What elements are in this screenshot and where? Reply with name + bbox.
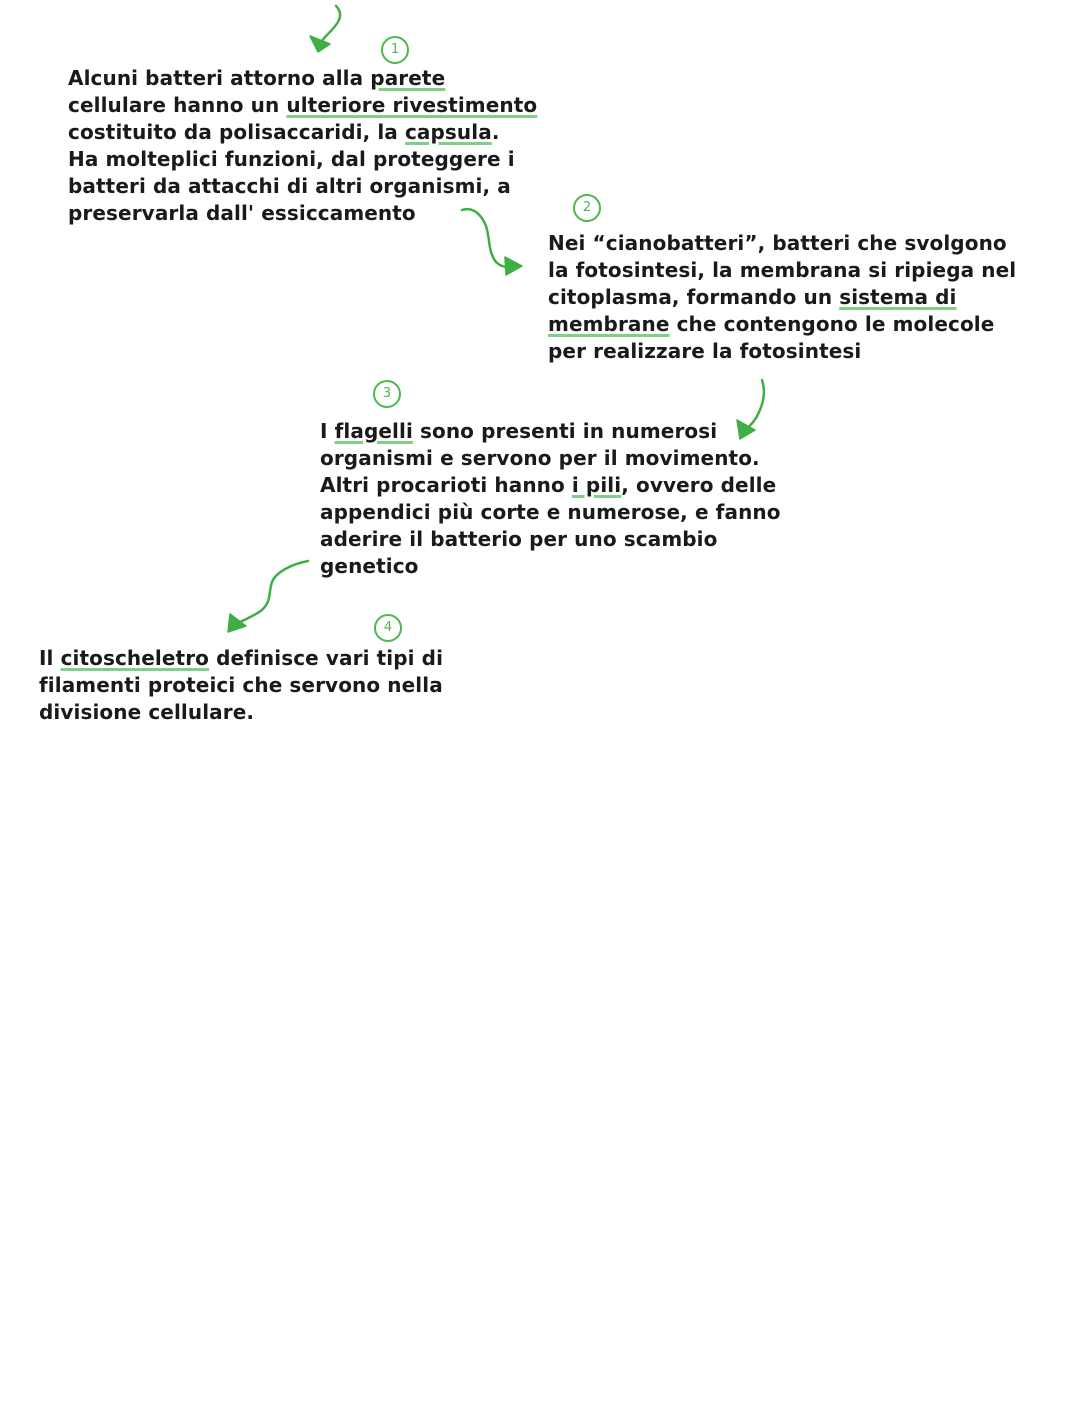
- text-segment: definisce vari tipi di: [209, 646, 444, 670]
- text-segment: per realizzare la fotosintesi: [548, 339, 862, 363]
- highlighted-term: parete: [370, 66, 446, 90]
- text-segment: sono presenti in numerosi: [412, 419, 718, 443]
- arrow-icon-top: [310, 6, 340, 52]
- note-1-capsula: [68, 65, 537, 227]
- text-segment: aderire il batterio per uno scambio: [320, 527, 718, 551]
- note-line: [39, 699, 443, 726]
- note-line: [320, 499, 781, 526]
- note-line: [320, 445, 781, 472]
- note-line: [320, 418, 781, 445]
- note-line: [548, 257, 1016, 284]
- text-segment: Nei “cianobatteri”, batteri che svolgono: [548, 231, 1007, 255]
- text-segment: appendici più corte e numerose, e fanno: [320, 500, 781, 524]
- number-badge-4: 4: [374, 614, 402, 642]
- note-line: [68, 146, 537, 173]
- text-segment: .: [491, 120, 500, 144]
- text-segment: citoplasma, formando un: [548, 285, 840, 309]
- note-line: [68, 119, 537, 146]
- text-segment: Il: [39, 646, 61, 670]
- text-segment: Ha molteplici funzioni, dal proteggere i: [68, 147, 515, 171]
- text-segment: divisione cellulare.: [39, 700, 255, 724]
- note-line: [548, 230, 1016, 257]
- highlighted-term: membrane: [548, 312, 670, 336]
- note-line: [548, 338, 1016, 365]
- note-line: [68, 200, 537, 227]
- note-line: [548, 284, 1016, 311]
- text-segment: , ovvero delle: [621, 473, 777, 497]
- note-line: [320, 472, 781, 499]
- arrow-icon-3-to-4: [228, 561, 308, 632]
- note-4-citoscheletro: [39, 645, 443, 726]
- number-badge-3: 3: [373, 380, 401, 408]
- highlighted-term: citoscheletro: [60, 646, 210, 670]
- highlighted-term: sistema di: [839, 285, 957, 309]
- text-segment: genetico: [320, 554, 419, 578]
- text-segment: I: [320, 419, 335, 443]
- note-line: [68, 92, 537, 119]
- number-badge-2: 2: [573, 194, 601, 222]
- note-2-cianobatteri: [548, 230, 1016, 365]
- highlighted-term: capsula: [404, 120, 492, 144]
- highlighted-term: ulteriore rivestimento: [286, 93, 538, 117]
- note-3-flagelli: [320, 418, 781, 580]
- text-segment: Alcuni batteri attorno alla: [68, 66, 371, 90]
- highlighted-term: i pili: [571, 473, 622, 497]
- note-line: [68, 65, 537, 92]
- note-line: [548, 311, 1016, 338]
- text-segment: la fotosintesi, la membrana si ripiega nel: [548, 258, 1017, 282]
- text-segment: cellulare hanno un: [68, 93, 287, 117]
- highlighted-term: flagelli: [334, 419, 413, 443]
- number-badge-1: 1: [381, 36, 409, 64]
- text-segment: che contengono le molecole: [669, 312, 995, 336]
- note-line: [320, 526, 781, 553]
- text-segment: costituito da polisaccaridi, la: [68, 120, 405, 144]
- note-line: [68, 173, 537, 200]
- text-segment: batteri da attacchi di altri organismi, a: [68, 174, 511, 198]
- note-line: [39, 645, 443, 672]
- text-segment: Altri procarioti hanno: [320, 473, 572, 497]
- note-line: [39, 672, 443, 699]
- note-line: [320, 553, 781, 580]
- text-segment: filamenti proteici che servono nella: [39, 673, 443, 697]
- text-segment: preservarla dall' essiccamento: [68, 201, 416, 225]
- text-segment: organismi e servono per il movimento.: [320, 446, 760, 470]
